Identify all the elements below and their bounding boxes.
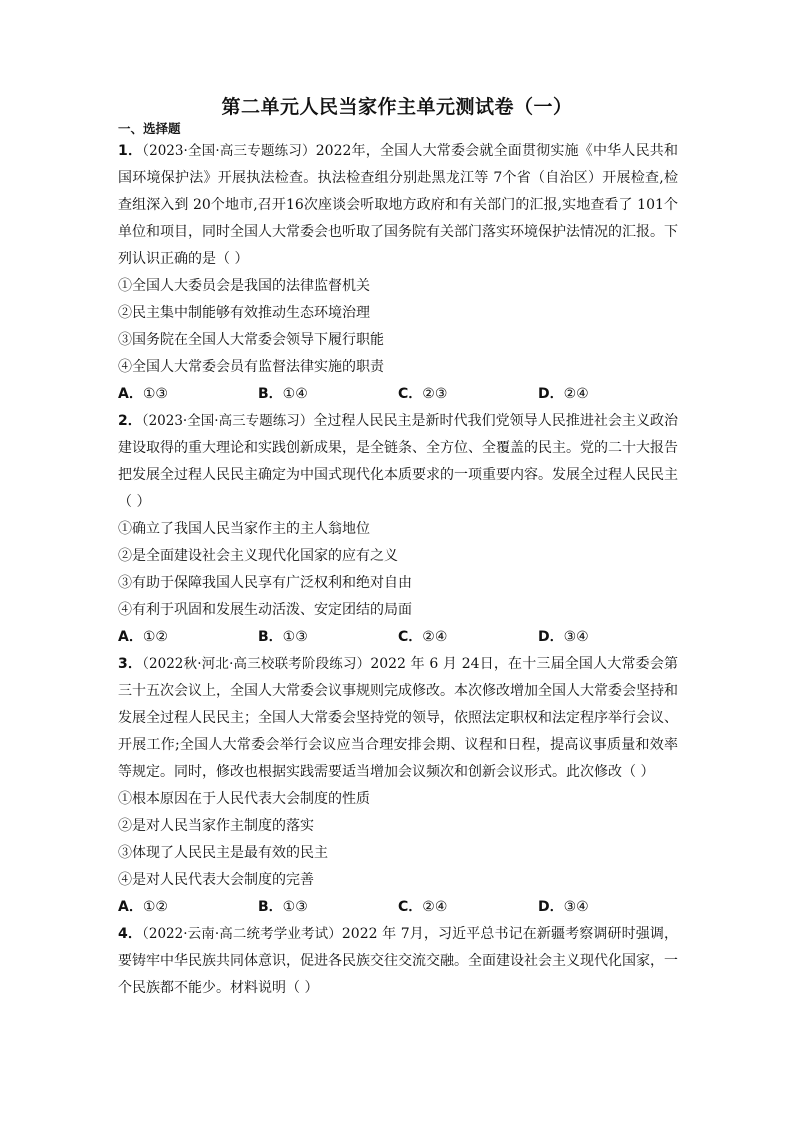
question-2 <box>118 408 678 651</box>
statement-option: ③有助于保障我国人民享有广泛权利和绝对自由 <box>118 575 412 591</box>
choice-a[interactable] <box>118 894 258 921</box>
choice-letter: D． <box>538 899 564 915</box>
choice-letter: C． <box>398 899 423 915</box>
answer-choices <box>118 894 678 921</box>
choice-value: ③④ <box>563 899 589 915</box>
choice-letter: B． <box>258 386 283 402</box>
question-stem <box>118 651 678 786</box>
question-stem <box>118 921 678 1002</box>
question-body: 2022 年 7月，习近平总书记在新疆考察调研时强调，要铸牢中华民族共同体意识，促进各民族交往交流交融。全面建设社会主义现代化国家，一个民族都不能少。材料说明（ ） <box>118 926 678 996</box>
question-number: 1． <box>118 143 143 159</box>
choice-b[interactable] <box>258 624 398 651</box>
question-source: （2022·云南·高二统考学业考试） <box>141 926 342 942</box>
choice-letter: B． <box>258 899 283 915</box>
choice-value: ②④ <box>422 629 448 645</box>
statement-option: ④有利于巩固和发展生动活泼、安定团结的局面 <box>118 602 412 618</box>
question-source: （2022秋·河北·高三校联考阶段练习） <box>142 656 371 672</box>
choice-d[interactable] <box>538 894 678 921</box>
statement-option: ④全国人大常委会员有监督法律实施的职责 <box>118 359 384 375</box>
section-heading: 一、选择题 <box>118 121 181 136</box>
choice-value: ①② <box>142 629 168 645</box>
choice-letter: A． <box>118 386 143 402</box>
question-number: 3． <box>118 656 143 672</box>
choice-letter: D． <box>538 629 564 645</box>
choice-c[interactable] <box>398 624 538 651</box>
choice-value: ①③ <box>282 629 308 645</box>
choice-letter: C． <box>398 386 423 402</box>
choice-letter: D． <box>538 386 564 402</box>
statement-option: ③体现了人民民主是最有效的民主 <box>118 845 328 861</box>
choice-d[interactable] <box>538 624 678 651</box>
choice-b[interactable] <box>258 381 398 408</box>
question-stem <box>118 408 678 516</box>
statement-option: ②是对人民当家作主制度的落实 <box>118 818 314 834</box>
question-stem <box>118 138 678 273</box>
choice-letter: A． <box>118 899 143 915</box>
choice-value: ③④ <box>563 629 589 645</box>
choice-letter: A． <box>118 629 143 645</box>
answer-choices <box>118 624 678 651</box>
page-title: 第二单元人民当家作主单元测试卷（一） <box>221 96 573 118</box>
choice-a[interactable] <box>118 381 258 408</box>
choice-value: ②④ <box>563 386 589 402</box>
choice-value: ①③ <box>142 386 168 402</box>
question-source: （2023·全国·高三专题练习） <box>142 143 316 159</box>
question-source: （2023·全国·高三专题练习） <box>141 413 314 429</box>
statement-option: ①全国人大委员会是我国的法律监督机关 <box>118 278 370 294</box>
choice-b[interactable] <box>258 894 398 921</box>
question-body: 全过程人民民主是新时代我们党领导人民推进社会主义政治建设取得的重大理论和实践创新成果，是全链条、全方位、全覆盖的民主。党的二十大报告把发展全过程人民民主确定为中国式现代化本质要求的一项重要内容。发展全过程人民民主（ ） <box>118 413 678 510</box>
statement-option: ②民主集中制能够有效推动生态环境治理 <box>118 305 370 321</box>
choice-value: ①② <box>142 899 168 915</box>
statement-option: ②是全面建设社会主义现代化国家的应有之义 <box>118 548 398 564</box>
choice-d[interactable] <box>538 381 678 408</box>
question-3 <box>118 651 678 921</box>
question-number: 4． <box>118 926 142 942</box>
choice-value: ①③ <box>282 899 308 915</box>
statement-option: ①根本原因在于人民代表大会制度的性质 <box>118 791 370 807</box>
choice-value: ②③ <box>422 386 448 402</box>
choice-letter: B． <box>258 629 283 645</box>
choice-value: ①④ <box>282 386 308 402</box>
answer-choices <box>118 381 678 408</box>
statement-option: ③国务院在全国人大常委会领导下履行职能 <box>118 332 384 348</box>
question-number: 2． <box>118 413 142 429</box>
question-1 <box>118 138 678 408</box>
choice-c[interactable] <box>398 894 538 921</box>
choice-letter: C． <box>398 629 423 645</box>
question-list <box>118 120 678 1002</box>
choice-value: ②④ <box>422 899 448 915</box>
question-body: 2022年，全国人大常委会就全面贯彻实施《中华人民共和国环境保护法》开展执法检查。执法检查组分别赴黑龙江等 7个省（自治区）开展检查,检查组深入到 20个地市,召开16次座谈会听取地方政府和有关部门的汇报,实地查看了 101个单位和项目，同时全国人大常委会也听取了国务院有关部门落实环境保护法情况的汇报。下列认识正确的是（ ） <box>118 143 678 267</box>
question-4 <box>118 921 678 1002</box>
choice-c[interactable] <box>398 381 538 408</box>
statement-option: ④是对人民代表大会制度的完善 <box>118 872 314 888</box>
choice-a[interactable] <box>118 624 258 651</box>
question-body: 2022 年 6 月 24日，在十三届全国人大常委会第三十五次会议上，全国人大常委会议事规则完成修改。本次修改增加全国人大常委会坚持和发展全过程人民民主；全国人大常委会坚持党的领导，依照法定职权和法定程序举行会议、开展工作;全国人大常委会举行会议应当合理安排会期、议程和日程，提高议事质量和效率等规定。同时，修改也根据实践需要适当增加会议频次和创新会议形式。此次修改（ ） <box>118 656 678 780</box>
statement-option: ①确立了我国人民当家作主的主人翁地位 <box>118 521 370 537</box>
